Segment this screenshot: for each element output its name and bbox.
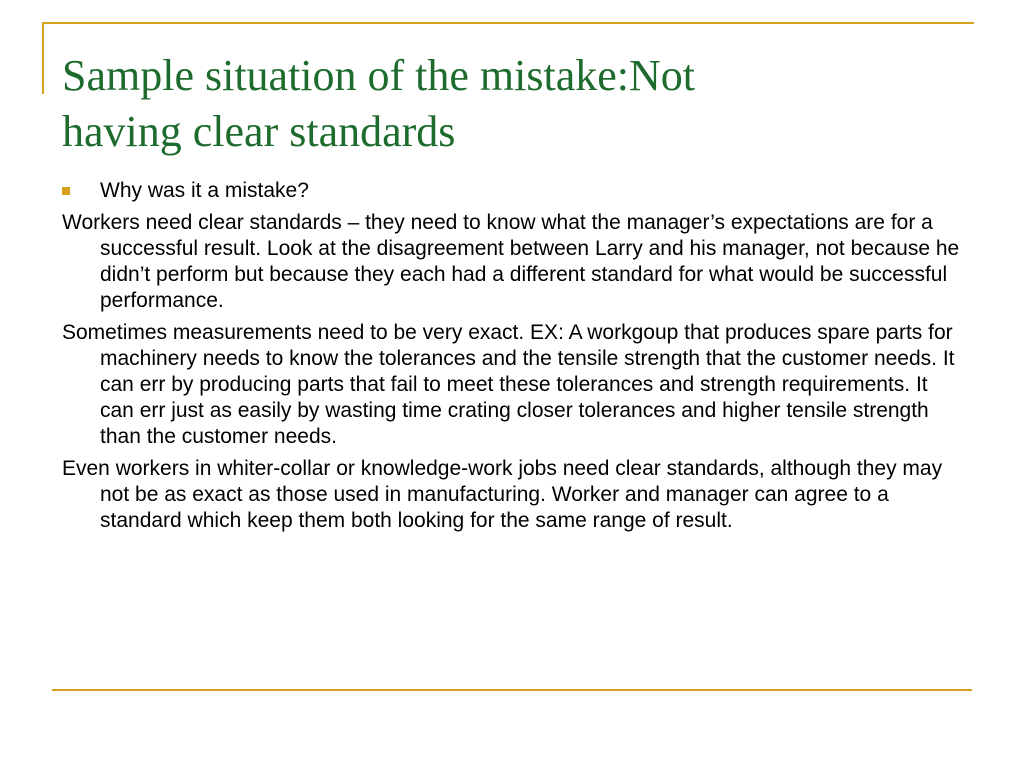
bullet-text: Why was it a mistake?	[100, 179, 309, 202]
slide-body	[62, 178, 962, 540]
left-accent-line	[42, 22, 44, 94]
top-accent-line	[42, 22, 974, 24]
paragraph-clear-standards: Workers need clear standards – they need to know what the manager’s expectations are for a successful result. Look at the disagreement between Larry and his manager, not because he didn’t perform but because they each had a different standard for what would be successful performance.	[62, 211, 960, 312]
paragraph-exact-measurements: Sometimes measurements need to be very exact. EX: A workgoup that produces spare parts for machinery needs to know the tolerances and the tensile strength that the customer needs. It can err by producing parts that fail to meet these tolerances and strength requirements. It can err just as easily by wasting time crating closer tolerances and higher tensile strength than the customer needs.	[62, 321, 955, 448]
square-bullet-icon	[62, 187, 70, 195]
bullet-item	[62, 178, 962, 204]
bottom-accent-line	[52, 689, 972, 691]
paragraph-knowledge-work: Even workers in whiter-collar or knowledge-work jobs need clear standards, although they may not be as exact as those used in manufacturing. Worker and manager can agree to a standard which keep them both looking for the same range of result.	[62, 457, 943, 532]
slide-title: Sample situation of the mistake:Not having clear standards	[62, 51, 696, 156]
